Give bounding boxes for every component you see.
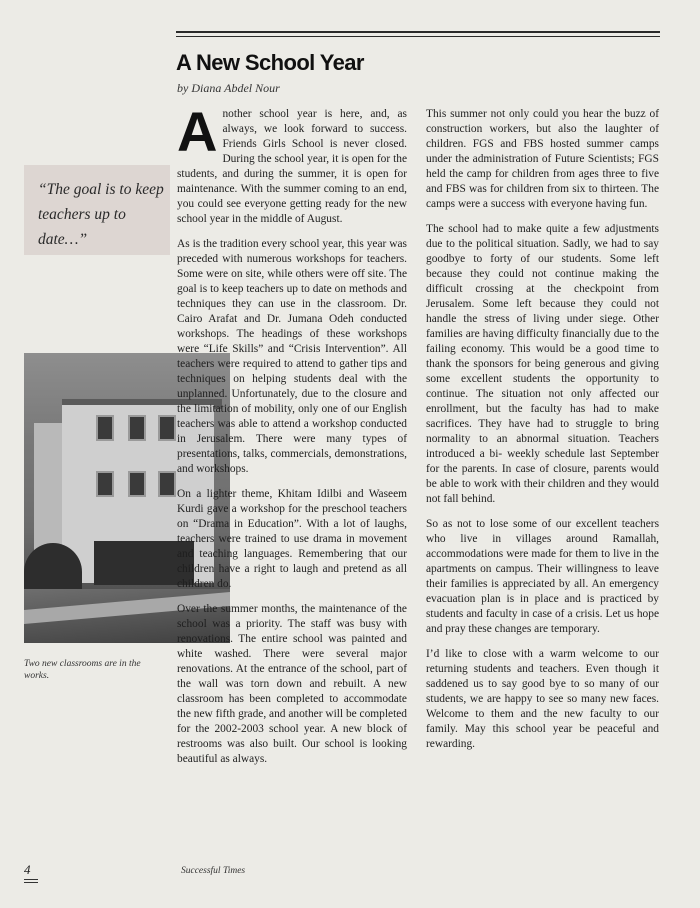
paragraph-summer-camps: This summer not only could you hear the buzz of construction workers, but also the laughter of children. FGS and FBS hosted summer camps under the administration of Future Scientists; FGS held the camp for children from ages three to five and FBS was for children from six to thirteen. The camps were a success with everyone having fun. (426, 108, 659, 210)
photo-window (96, 415, 114, 441)
article-byline: by Diana Abdel Nour (177, 81, 280, 95)
page-number-rule (24, 879, 38, 880)
page-number-rule (24, 882, 38, 883)
footer-publication: Successful Times (181, 866, 246, 876)
photo-window (128, 471, 146, 497)
photo-window (128, 415, 146, 441)
page-number: 4 (24, 862, 31, 877)
article-title: A New School Year (176, 50, 364, 75)
header-rule-thin (176, 36, 660, 37)
paragraph-adjustments: The school had to make quite a few adjustments due to the political situation. Sadly, we had to say goodbye to forty of our students. Some left because they could not continue making the difficult crossing at the checkpoint from Jerusalem. Some left because they could not handle the stress of living under siege. Other families are having difficulty financially due to the failing economy. This would be a good time to thank the sponsors for being generous and giving some excellent students the opportunity to continue. The situation not only affected our enrollment, but the faculty has had to make sacrifices. They have had to struggle to bring normality to an abnormal situation. Teachers introduced a bi- weekly schedule last September for the parents. In case of closure, parents would be able to work with their children and they would not fall behind. (426, 223, 659, 505)
paragraph-closing: I’d like to close with a warm welcome to our returning students and teachers. Even though it saddened us to say good bye to so many of our students, we are happy to see so many new faces. Welcome to them and the new faculty to our family. May this school year be peaceful and rewarding. (426, 648, 659, 750)
pull-quote: “The goal is to keep teachers up to date…” (24, 165, 170, 255)
photo-window (158, 415, 176, 441)
drop-cap: A (177, 100, 218, 163)
paragraph-drama: On a lighter theme, Khitam Idilbi and Waseem Kurdi gave a workshop for the preschool teachers on “Drama in Education”. With a lot of laughs, teachers were trained to use drama in movement and teaching languages. Remembering that our children have a right to laugh and pretend as all children do. (177, 488, 407, 590)
article-column-middle (177, 100, 407, 777)
photo-window (96, 471, 114, 497)
paragraph-maintenance: Over the summer months, the maintenance of the school was a priority. The staff was busy with renovations. The entire school was painted and white washed. There were several major renovations. At the entrance of the school, part of the wall was torn down and rebuilt. A new classroom has been completed to accommodate the new fifth grade, and another will be completed for the 2002-2003 school year. A new block of restrooms was also built. Our school is looking beautiful as always. (177, 603, 407, 765)
photo-window (158, 471, 176, 497)
article-column-right (426, 107, 659, 762)
paragraph-intro: Another school year is here, and, as always, we look forward to success. Friends Girls School is never closed. During the school year, it is open for the students, and during the summer, it is open for maintenance. With the summer coming to an end, you could see everyone getting ready for the new school year in the middle of August. (177, 100, 407, 225)
paragraph-workshops: As is the tradition every school year, this year was preceded with numerous workshops for teachers. Some were on site, while others were off site. The goal is to keep teachers up to date on methods and techniques they can use in the classroom. Dr. Cairo Arafat and Dr. Jumana Odeh conducted workshops. The headings of these workshops were “Life Skills” and “Crisis Intervention”. All teachers were required to attend to gather tips and techniques on helping students deal with the unplanned. Unfortunately, due to the closure and the limitation of mobility, only one of our English teachers was able to attend a workshop conducted in Jerusalem. There were many types of presentations, talks, commercials, demonstrations, and workshops. (177, 238, 407, 475)
photo-caption: Two new classrooms are in the works. (24, 659, 141, 681)
paragraph-teachers: So as not to lose some of our excellent teachers who live in villages around Ramallah, accommodations were made for them to live in the apartments on campus. Their willingness to leave their families is appreciated by all. An emergency evacuation plan is in place and is practiced by students and faculty in case of a crisis. Let us hope and pray these changes are temporary. (426, 518, 659, 635)
header-rule-thick (176, 31, 660, 33)
